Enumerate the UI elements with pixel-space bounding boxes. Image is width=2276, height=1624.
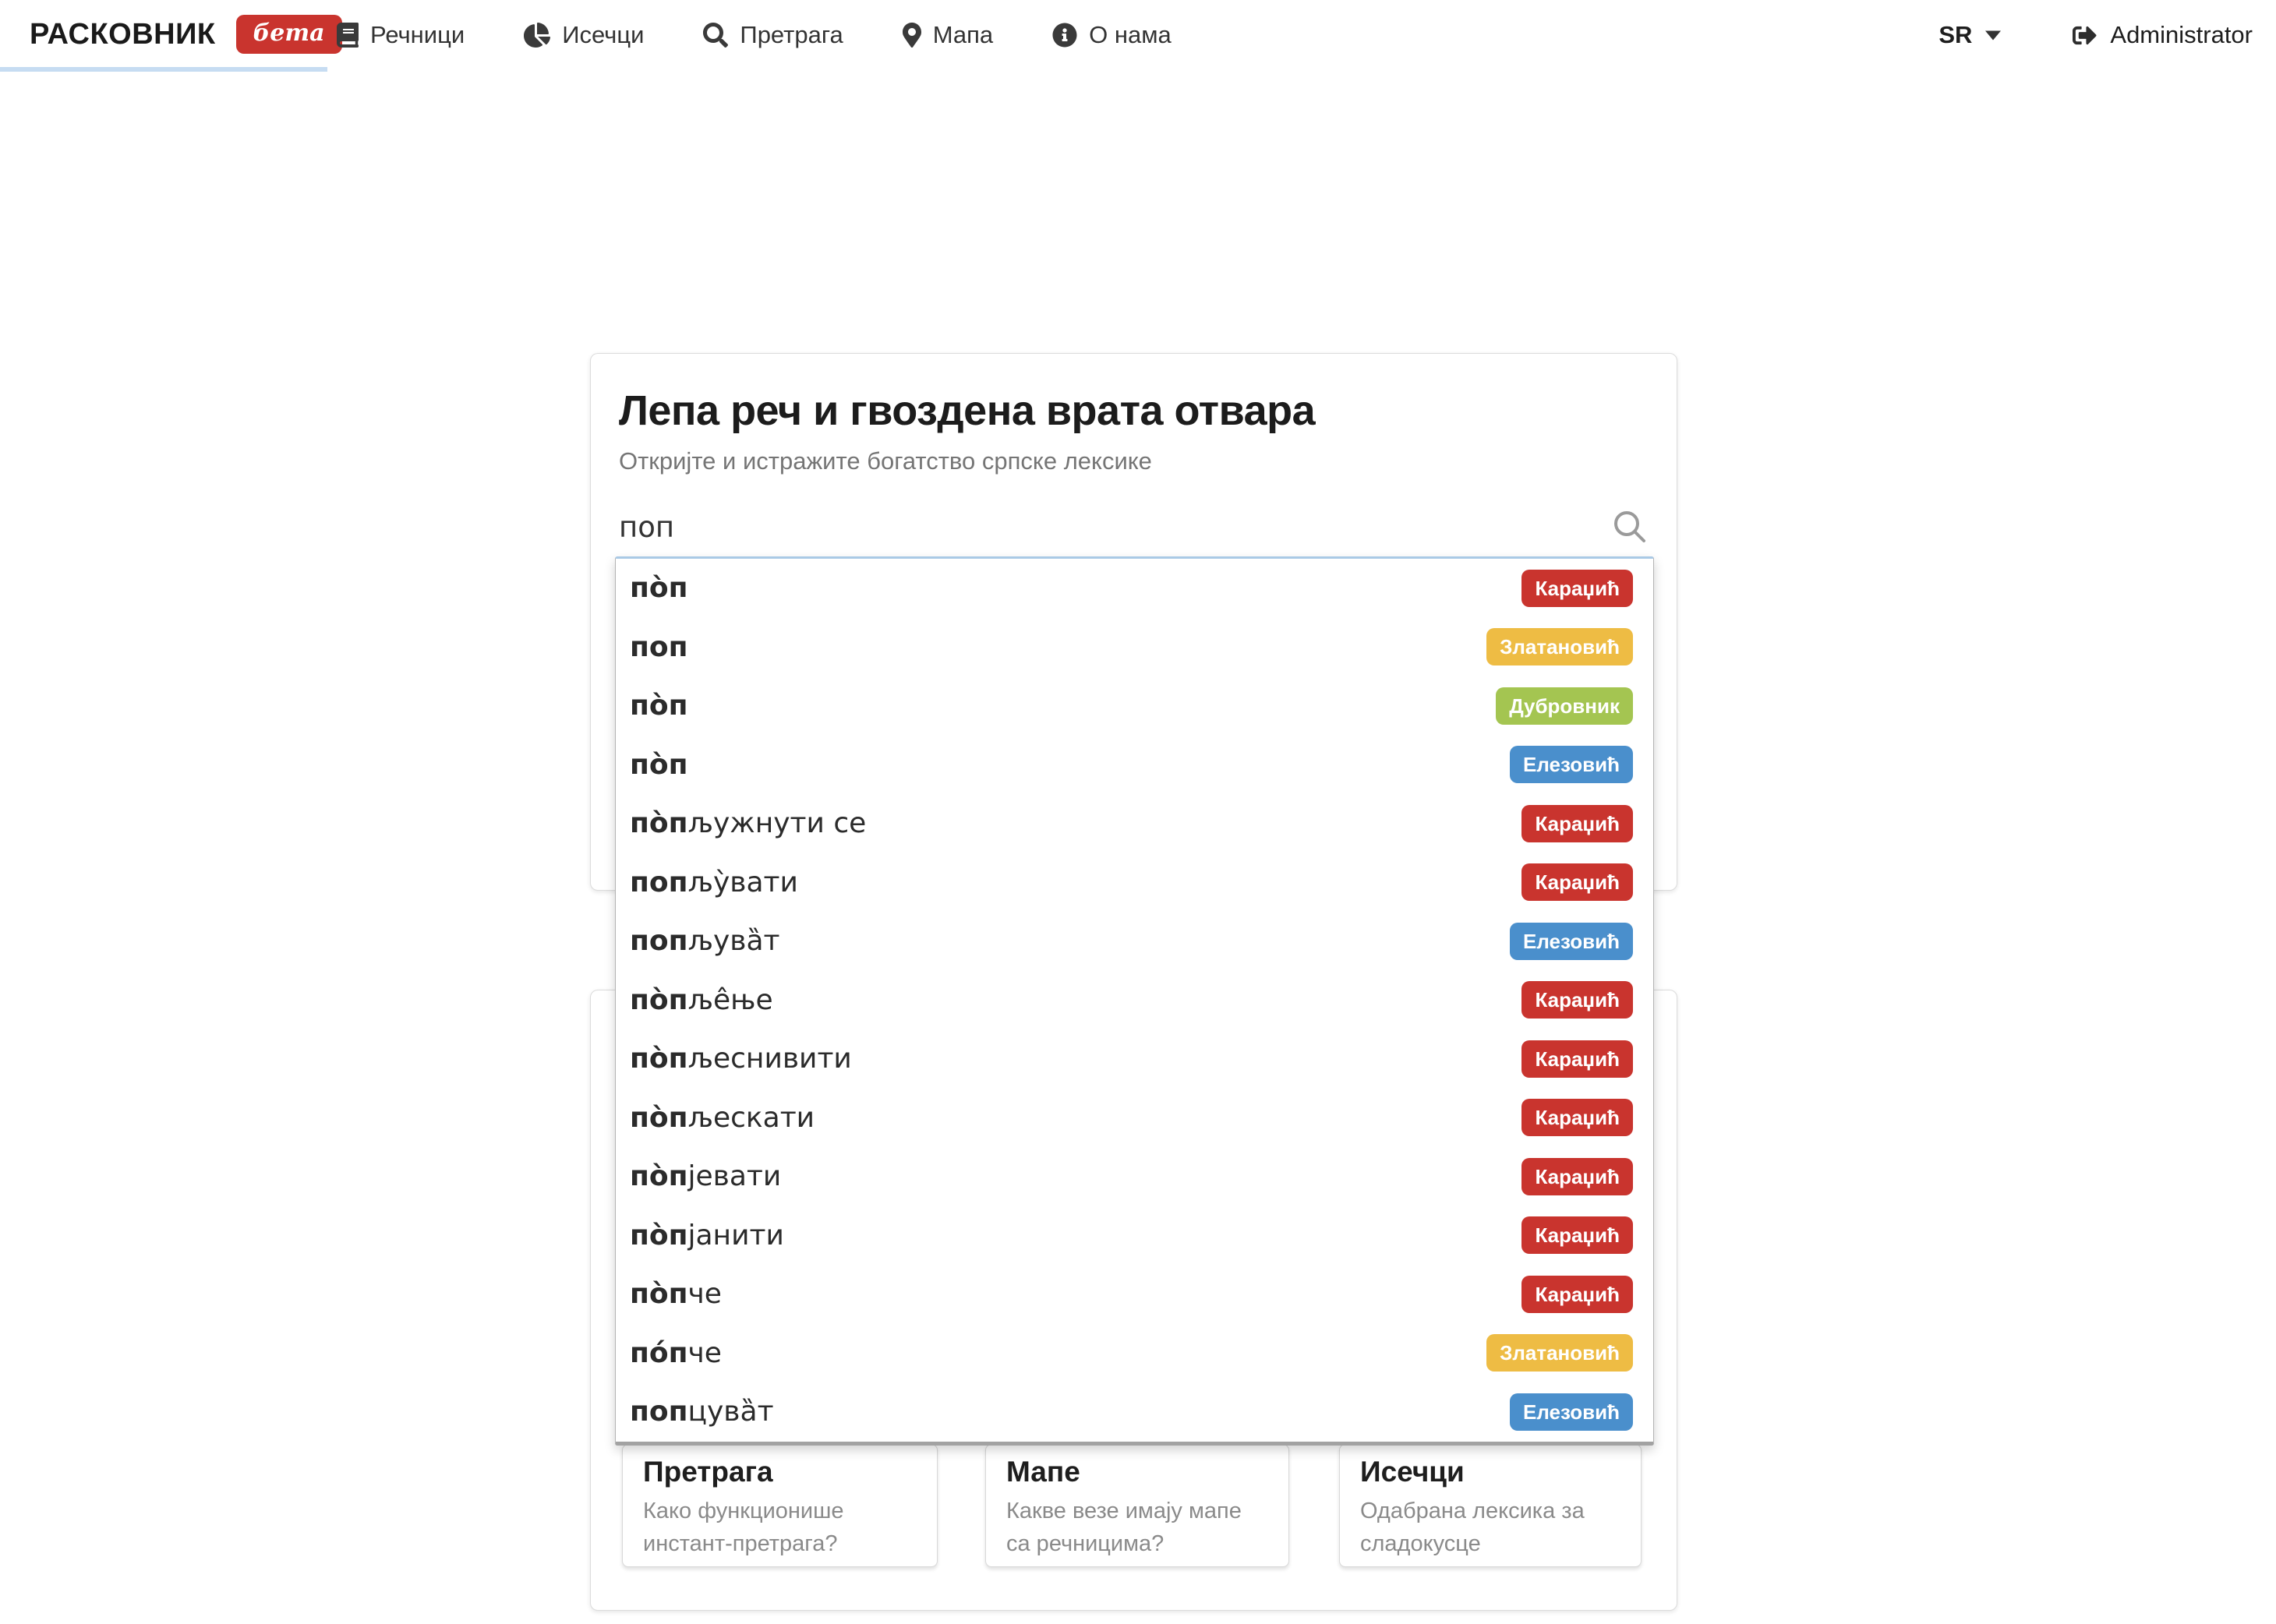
- dictionary-badge: Караџић: [1521, 1099, 1633, 1136]
- search-icon: [703, 23, 728, 48]
- page-title: Лепа реч и гвоздена врата отвара: [619, 387, 1316, 434]
- search-result-row[interactable]: [616, 1089, 1653, 1148]
- dictionary-badge: Елезовић: [1510, 923, 1633, 960]
- search-result-row[interactable]: [616, 853, 1653, 913]
- nav-item-clippings[interactable]: [524, 21, 644, 49]
- info-card[interactable]: [1339, 1444, 1642, 1567]
- pie-chart-icon: [524, 23, 550, 48]
- search-input[interactable]: [619, 510, 1611, 544]
- dictionary-badge: Дубровник: [1496, 687, 1633, 725]
- result-word: по̀п: [630, 572, 688, 605]
- nav-item-dictionaries[interactable]: [337, 21, 465, 49]
- nav-label: Исечци: [562, 21, 645, 48]
- result-word: по́пче: [630, 1336, 722, 1369]
- nav-label: Речници: [370, 21, 465, 48]
- nav-item-map[interactable]: [903, 21, 993, 49]
- beta-badge: бета: [236, 15, 342, 54]
- navbar: [0, 0, 2276, 70]
- result-word: по̀пље̂ње: [630, 983, 773, 1016]
- result-word: по̀пљеснивити: [630, 1043, 852, 1075]
- search-result-row[interactable]: [616, 1324, 1653, 1383]
- info-card-description: Какве везе имају мапе са речницима?: [1006, 1499, 1242, 1557]
- dictionary-badge: Караџић: [1521, 1216, 1633, 1254]
- result-word: по̀пљескати: [630, 1101, 815, 1134]
- dictionary-badge: Караџић: [1521, 1276, 1633, 1313]
- result-word: по̀пче: [630, 1278, 722, 1311]
- info-card-description: Одабрана лексика за сладокусце: [1360, 1499, 1585, 1557]
- dictionary-badge: Караџић: [1521, 863, 1633, 901]
- nav-item-about[interactable]: [1052, 21, 1172, 49]
- dictionary-badge: Елезовић: [1510, 1393, 1633, 1431]
- brand-logo[interactable]: РАСКОВНИК: [30, 17, 216, 51]
- info-icon: [1052, 23, 1077, 48]
- search-result-row[interactable]: [616, 794, 1653, 853]
- result-word: по̀пјевати: [630, 1160, 782, 1193]
- search-result-row[interactable]: [616, 1147, 1653, 1206]
- dictionary-badge: Караџић: [1521, 570, 1633, 607]
- result-word: по̀п: [630, 690, 688, 722]
- search-result-row[interactable]: [616, 912, 1653, 971]
- search-box: [619, 499, 1649, 555]
- nav-item-search[interactable]: [703, 21, 843, 49]
- main-nav: [337, 0, 1172, 70]
- admin-label: Administrator: [2110, 21, 2253, 48]
- search-result-row[interactable]: [616, 1382, 1653, 1442]
- info-card-description: Како функционише инстант-претрага?: [643, 1499, 844, 1557]
- dictionary-badge: Караџић: [1521, 1040, 1633, 1078]
- dictionary-badge: Караџић: [1521, 805, 1633, 842]
- dictionary-badge: Златановић: [1486, 628, 1633, 665]
- dictionary-badge: Караџић: [1521, 1158, 1633, 1195]
- dictionary-badge: Елезовић: [1510, 746, 1633, 783]
- active-tab-underline: [0, 67, 327, 72]
- search-result-row[interactable]: [616, 559, 1653, 618]
- info-card[interactable]: [622, 1444, 938, 1567]
- search-icon[interactable]: [1611, 508, 1649, 545]
- info-card-title: Исечци: [1360, 1456, 1465, 1488]
- chevron-down-icon: [1985, 30, 2001, 41]
- sign-out-icon: [2073, 23, 2097, 48]
- search-result-row[interactable]: [616, 1206, 1653, 1266]
- result-word: поп: [630, 630, 688, 663]
- result-word: попљува̏т: [630, 925, 780, 958]
- nav-label: О нама: [1089, 21, 1172, 48]
- map-marker-icon: [903, 23, 921, 48]
- brand: [30, 0, 342, 69]
- search-result-row[interactable]: [616, 1265, 1653, 1324]
- search-suggestions-dropdown: [615, 556, 1654, 1446]
- language-selector[interactable]: [1938, 21, 2001, 49]
- navbar-right: [1938, 0, 2253, 70]
- search-result-row[interactable]: [616, 736, 1653, 795]
- book-icon: [337, 23, 359, 48]
- dictionary-badge: Златановић: [1486, 1334, 1633, 1372]
- info-card-title: Мапе: [1006, 1456, 1080, 1488]
- search-result-row[interactable]: [616, 1029, 1653, 1089]
- nav-label: Претрага: [740, 21, 843, 48]
- nav-label: Мапа: [932, 21, 994, 48]
- search-result-row[interactable]: [616, 618, 1653, 677]
- logout-link[interactable]: [2073, 21, 2253, 49]
- result-word: попцува̏т: [630, 1396, 774, 1428]
- result-word: по̀п: [630, 748, 688, 781]
- search-result-row[interactable]: [616, 676, 1653, 736]
- result-word: по̀пљужнути се: [630, 807, 867, 840]
- language-code: SR: [1938, 21, 1973, 48]
- dictionary-badge: Караџић: [1521, 981, 1633, 1019]
- result-word: по̀пјанити: [630, 1219, 784, 1252]
- info-card-title: Претрага: [643, 1456, 773, 1488]
- info-card[interactable]: [985, 1444, 1289, 1567]
- search-result-row[interactable]: [616, 971, 1653, 1030]
- result-word: попљу̀вати: [630, 866, 798, 898]
- page-subtitle: Откријте и истражите богатство српске лексике: [619, 447, 1152, 475]
- search-results-list: [616, 559, 1653, 1442]
